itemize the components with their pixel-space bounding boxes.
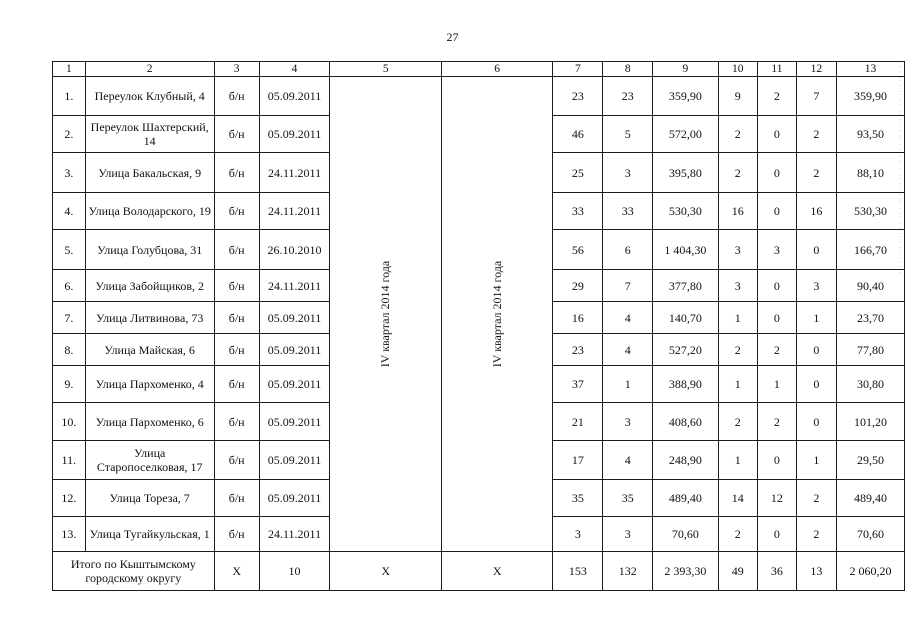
value-13: 530,30 — [836, 193, 904, 230]
page-number: 27 — [446, 30, 459, 44]
document-date: 05.09.2011 — [259, 302, 330, 334]
value-10: 1 — [718, 441, 757, 480]
address: Улица Пархоменко, 6 — [85, 403, 214, 441]
document-date: 05.09.2011 — [259, 441, 330, 480]
total-c5: Х — [330, 552, 441, 591]
value-9: 527,20 — [653, 334, 719, 366]
value-12: 1 — [796, 302, 836, 334]
document-number: б/н — [214, 441, 259, 480]
period-label: IV квартал 2014 года — [490, 260, 505, 368]
value-11: 2 — [757, 334, 796, 366]
value-7: 46 — [553, 116, 603, 153]
address: Улица Майская, 6 — [85, 334, 214, 366]
value-7: 56 — [553, 230, 603, 270]
column-number-8: 8 — [603, 62, 653, 77]
value-8: 6 — [603, 230, 653, 270]
value-13: 489,40 — [836, 480, 904, 517]
document-date: 05.09.2011 — [259, 334, 330, 366]
row-number: 9. — [53, 366, 86, 403]
column-number-4: 4 — [259, 62, 330, 77]
address: Переулок Клубный, 4 — [85, 77, 214, 116]
value-12: 0 — [796, 230, 836, 270]
value-8: 33 — [603, 193, 653, 230]
value-12: 2 — [796, 517, 836, 552]
value-12: 0 — [796, 403, 836, 441]
value-8: 35 — [603, 480, 653, 517]
value-7: 16 — [553, 302, 603, 334]
value-9: 388,90 — [653, 366, 719, 403]
value-13: 166,70 — [836, 230, 904, 270]
value-12: 0 — [796, 366, 836, 403]
value-13: 88,10 — [836, 153, 904, 193]
period-label: IV квартал 2014 года — [378, 260, 393, 368]
value-12: 7 — [796, 77, 836, 116]
value-11: 0 — [757, 153, 796, 193]
document-number: б/н — [214, 480, 259, 517]
column-number-3: 3 — [214, 62, 259, 77]
document-number: б/н — [214, 77, 259, 116]
value-8: 4 — [603, 302, 653, 334]
document-number: б/н — [214, 230, 259, 270]
value-9: 140,70 — [653, 302, 719, 334]
document-date: 05.09.2011 — [259, 116, 330, 153]
merged-period-col6 — [441, 77, 552, 552]
row-number: 10. — [53, 403, 86, 441]
address: Улица Литвинова, 73 — [85, 302, 214, 334]
value-10: 1 — [718, 302, 757, 334]
column-number-1: 1 — [53, 62, 86, 77]
value-7: 3 — [553, 517, 603, 552]
merged-period-col5 — [330, 77, 441, 552]
value-12: 2 — [796, 480, 836, 517]
document-date: 05.09.2011 — [259, 77, 330, 116]
row-number: 4. — [53, 193, 86, 230]
address: Улица Тугайкульская, 1 — [85, 517, 214, 552]
value-9: 408,60 — [653, 403, 719, 441]
document-number: б/н — [214, 517, 259, 552]
value-11: 0 — [757, 116, 796, 153]
column-number-11: 11 — [757, 62, 796, 77]
value-7: 29 — [553, 270, 603, 302]
value-8: 1 — [603, 366, 653, 403]
value-10: 2 — [718, 403, 757, 441]
value-9: 248,90 — [653, 441, 719, 480]
total-c6: Х — [441, 552, 552, 591]
row-number: 8. — [53, 334, 86, 366]
value-13: 77,80 — [836, 334, 904, 366]
document-date: 24.11.2011 — [259, 517, 330, 552]
value-10: 1 — [718, 366, 757, 403]
value-10: 2 — [718, 517, 757, 552]
document-number: б/н — [214, 153, 259, 193]
value-12: 1 — [796, 441, 836, 480]
row-number: 1. — [53, 77, 86, 116]
document-date: 24.11.2011 — [259, 153, 330, 193]
document-date: 05.09.2011 — [259, 403, 330, 441]
value-10: 2 — [718, 116, 757, 153]
value-10: 16 — [718, 193, 757, 230]
value-11: 0 — [757, 302, 796, 334]
column-number-5: 5 — [330, 62, 441, 77]
value-11: 2 — [757, 77, 796, 116]
row-number: 12. — [53, 480, 86, 517]
total-c11: 36 — [757, 552, 796, 591]
value-9: 572,00 — [653, 116, 719, 153]
value-7: 23 — [553, 334, 603, 366]
value-9: 530,30 — [653, 193, 719, 230]
document-date: 24.11.2011 — [259, 270, 330, 302]
value-7: 25 — [553, 153, 603, 193]
document-number: б/н — [214, 270, 259, 302]
value-8: 3 — [603, 403, 653, 441]
value-8: 7 — [603, 270, 653, 302]
value-11: 0 — [757, 517, 796, 552]
value-9: 489,40 — [653, 480, 719, 517]
address: Переулок Шахтерский, 14 — [85, 116, 214, 153]
value-12: 2 — [796, 116, 836, 153]
value-9: 359,90 — [653, 77, 719, 116]
value-7: 21 — [553, 403, 603, 441]
value-11: 1 — [757, 366, 796, 403]
value-11: 0 — [757, 270, 796, 302]
address: Улица Старопоселковая, 17 — [85, 441, 214, 480]
value-8: 4 — [603, 441, 653, 480]
document-date: 26.10.2010 — [259, 230, 330, 270]
document-number: б/н — [214, 334, 259, 366]
value-9: 70,60 — [653, 517, 719, 552]
document-number: б/н — [214, 302, 259, 334]
total-c8: 132 — [603, 552, 653, 591]
row-number: 13. — [53, 517, 86, 552]
value-10: 14 — [718, 480, 757, 517]
row-number: 6. — [53, 270, 86, 302]
total-c3: Х — [214, 552, 259, 591]
value-12: 16 — [796, 193, 836, 230]
value-13: 70,60 — [836, 517, 904, 552]
value-12: 0 — [796, 334, 836, 366]
row-number: 7. — [53, 302, 86, 334]
document-number: б/н — [214, 403, 259, 441]
address: Улица Володарского, 19 — [85, 193, 214, 230]
value-7: 35 — [553, 480, 603, 517]
value-11: 2 — [757, 403, 796, 441]
value-9: 395,80 — [653, 153, 719, 193]
value-7: 23 — [553, 77, 603, 116]
value-13: 30,80 — [836, 366, 904, 403]
value-9: 1 404,30 — [653, 230, 719, 270]
margin-scan-marks: · · · ·· · ·· · · ·· · · · ·· · · · ·· · ·· · · · ·· · ·· · · ·· · · · ·· · · — [896, 60, 902, 275]
value-13: 29,50 — [836, 441, 904, 480]
row-number: 11. — [53, 441, 86, 480]
column-number-13: 13 — [836, 62, 904, 77]
column-number-12: 12 — [796, 62, 836, 77]
row-number: 2. — [53, 116, 86, 153]
document-date: 05.09.2011 — [259, 366, 330, 403]
value-10: 3 — [718, 270, 757, 302]
value-10: 2 — [718, 334, 757, 366]
value-8: 5 — [603, 116, 653, 153]
total-c4: 10 — [259, 552, 330, 591]
value-13: 93,50 — [836, 116, 904, 153]
address: Улица Забойщиков, 2 — [85, 270, 214, 302]
document-number: б/н — [214, 366, 259, 403]
column-number-6: 6 — [441, 62, 552, 77]
value-12: 3 — [796, 270, 836, 302]
value-8: 3 — [603, 153, 653, 193]
total-c13: 2 060,20 — [836, 552, 904, 591]
total-c9: 2 393,30 — [653, 552, 719, 591]
value-8: 4 — [603, 334, 653, 366]
value-7: 17 — [553, 441, 603, 480]
document-date: 24.11.2011 — [259, 193, 330, 230]
value-11: 0 — [757, 441, 796, 480]
total-c7: 153 — [553, 552, 603, 591]
value-8: 3 — [603, 517, 653, 552]
value-9: 377,80 — [653, 270, 719, 302]
column-number-10: 10 — [718, 62, 757, 77]
value-10: 3 — [718, 230, 757, 270]
row-number: 5. — [53, 230, 86, 270]
value-7: 33 — [553, 193, 603, 230]
table-row — [53, 77, 905, 116]
value-7: 37 — [553, 366, 603, 403]
total-label: Итого по Кыштымскому городскому округу — [53, 552, 215, 591]
document-number: б/н — [214, 116, 259, 153]
column-number-7: 7 — [553, 62, 603, 77]
value-11: 12 — [757, 480, 796, 517]
value-8: 23 — [603, 77, 653, 116]
document-date: 05.09.2011 — [259, 480, 330, 517]
total-c10: 49 — [718, 552, 757, 591]
value-12: 2 — [796, 153, 836, 193]
total-row — [53, 552, 905, 591]
value-10: 2 — [718, 153, 757, 193]
value-13: 23,70 — [836, 302, 904, 334]
address: Улица Бакальская, 9 — [85, 153, 214, 193]
value-13: 90,40 — [836, 270, 904, 302]
address: Улица Тореза, 7 — [85, 480, 214, 517]
value-13: 359,90 — [836, 77, 904, 116]
address: Улица Голубцова, 31 — [85, 230, 214, 270]
value-11: 3 — [757, 230, 796, 270]
housing-table — [52, 61, 905, 591]
row-number: 3. — [53, 153, 86, 193]
column-number-2: 2 — [85, 62, 214, 77]
value-11: 0 — [757, 193, 796, 230]
column-number-9: 9 — [653, 62, 719, 77]
document-number: б/н — [214, 193, 259, 230]
value-10: 9 — [718, 77, 757, 116]
header-row — [53, 62, 905, 77]
address: Улица Пархоменко, 4 — [85, 366, 214, 403]
value-13: 101,20 — [836, 403, 904, 441]
total-c12: 13 — [796, 552, 836, 591]
